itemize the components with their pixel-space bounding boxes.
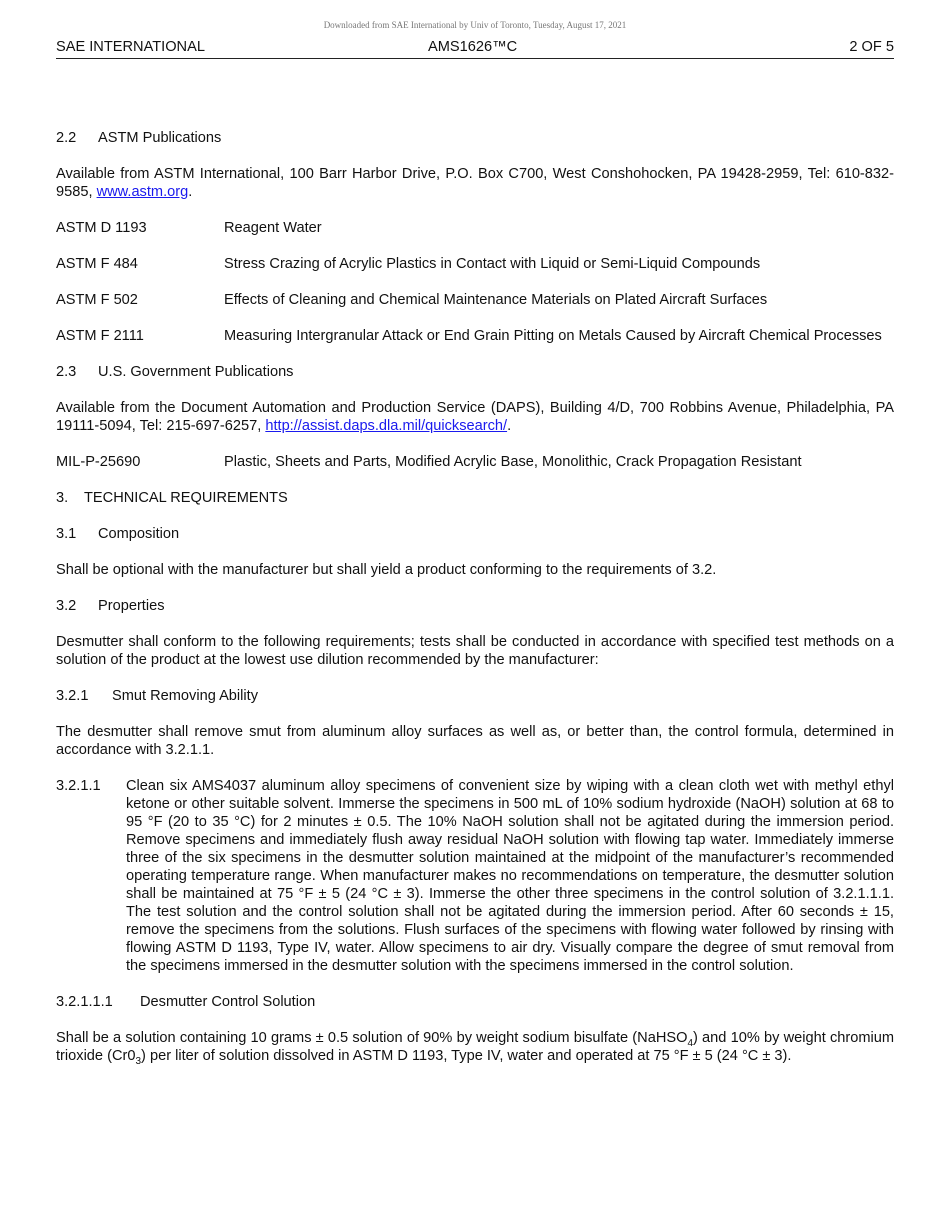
- section-title: Desmutter Control Solution: [140, 994, 316, 1010]
- download-note: Downloaded from SAE International by Univ of Toronto, Tuesday, August 17, 2021: [323, 20, 627, 30]
- header-publisher: SAE INTERNATIONAL: [56, 39, 205, 55]
- section-title: Composition: [98, 526, 180, 542]
- reference-row: [56, 291, 894, 309]
- reference-row: [56, 255, 894, 273]
- section-number: 3.2.1.1.1: [56, 994, 113, 1010]
- document-body: [56, 129, 894, 1083]
- section-title: U.S. Government Publications: [98, 364, 294, 380]
- section-number: 2.3: [56, 364, 77, 380]
- astm-link[interactable]: www.astm.org: [96, 184, 189, 200]
- section-3-2-heading: [56, 597, 894, 615]
- reference-title: Stress Crazing of Acrylic Plastics in Contact with Liquid or Semi-Liquid Compounds: [224, 256, 761, 272]
- page-header: [56, 38, 894, 59]
- section-number: 3.2: [56, 598, 77, 614]
- subscript: 4: [687, 1037, 694, 1049]
- reference-row: [56, 219, 894, 237]
- reference-row: [56, 453, 894, 471]
- section-title: Smut Removing Ability: [112, 688, 258, 704]
- reference-code: ASTM D 1193: [56, 220, 147, 236]
- header-page-number: 2 OF 5: [849, 39, 894, 55]
- section-number: 2.2: [56, 130, 77, 146]
- reference-title: Plastic, Sheets and Parts, Modified Acrylic Base, Monolithic, Crack Propagation Resistant: [224, 454, 802, 470]
- reference-code: ASTM F 502: [56, 292, 138, 308]
- test-procedure-text: Clean six AMS4037 aluminum alloy specimens of convenient size by wiping with a clean cloth wet with methyl ethyl ketone or other suitable solvent. Immerse the specimens in 500 mL of 10% sodium hydroxide (NaOH) solution at 68 to 95 °F (20 to 35 °C) for 2 minutes ± 0.5. The 10% NaOH solution shall not be agitated during the immersion period. Remove specimens and immediately flush away residual NaOH solution with flowing tap water. Immediately immerse three of the six specimens in the desmutter solution maintained at the midpoint of the manufacturer’s recommended operating temperature range. When manufacturer makes no recommendations on temperature, the desmutter solution shall be maintained at 75 °F ± 5 (24 °C ± 3). Immerse the other three specimens in the control solution of 3.2.1.1.1. The test solution and the control solution shall not be agitated during the immersion period. After 60 seconds ± 15, remove the specimens from the solutions. Flush surfaces of the specimens with flowing water followed by rinsing with flowing ASTM D 1193, Type IV, water. Allow specimens to air dry. Visually compare the degree of smut removal from the specimens immersed in the desmutter solution with the specimens immersed in the control solution.: [126, 778, 894, 974]
- section-number: 3.2.1.1: [56, 778, 101, 794]
- reference-title: Effects of Cleaning and Chemical Maintenance Materials on Plated Aircraft Surfaces: [224, 292, 768, 308]
- section-2-2-heading: [56, 129, 894, 147]
- section-title: ASTM Publications: [98, 130, 222, 146]
- reference-title: Measuring Intergranular Attack or End Grain Pitting on Metals Caused by Aircraft Chemical Processes: [224, 328, 882, 344]
- composition-text: Shall be optional with the manufacturer but shall yield a product conforming to the requirements of 3.2.: [56, 562, 717, 578]
- section-number: 3.1: [56, 526, 77, 542]
- reference-code: ASTM F 484: [56, 256, 138, 272]
- assist-link[interactable]: http://assist.daps.dla.mil/quicksearch/: [265, 418, 508, 434]
- section-number: 3.2.1: [56, 688, 89, 704]
- section-title: TECHNICAL REQUIREMENTS: [84, 490, 288, 506]
- astm-availability: [56, 165, 894, 201]
- reference-row: [56, 327, 894, 345]
- section-3-2-1-1: [56, 777, 894, 975]
- availability-end: .: [507, 418, 512, 434]
- section-3-1-heading: [56, 525, 894, 543]
- availability-text: Available from the Document Automation and Production Service (DAPS), Building 4/D, 700 Robbins Avenue, Philadelphia, PA 19111-5094, Tel: 215-697-6257,: [56, 400, 894, 434]
- daps-availability: [56, 399, 894, 435]
- section-3-2-1-1-1-heading: [56, 993, 894, 1011]
- section-2-3-heading: [56, 363, 894, 381]
- control-text-part: ) and 10% by weight chromium trioxide (Cr0: [56, 1030, 895, 1064]
- availability-end: .: [188, 184, 193, 200]
- reference-title: Reagent Water: [224, 220, 322, 236]
- section-title: Properties: [98, 598, 165, 614]
- reference-code: MIL-P-25690: [56, 454, 141, 470]
- control-text-part: Shall be a solution containing 10 grams ± 0.5 solution of 90% by weight sodium bisulfate (NaHSO: [56, 1030, 688, 1046]
- section-3-heading: [56, 489, 894, 507]
- control-solution-text: [56, 1029, 894, 1065]
- control-text-part: ) per liter of solution dissolved in ASTM D 1193, Type IV, water and operated at 75 °F ± 5 (24 °C ± 3).: [141, 1048, 792, 1064]
- subscript: 3: [135, 1055, 142, 1067]
- section-3-2-1-heading: [56, 687, 894, 705]
- smut-removing-text: The desmutter shall remove smut from aluminum alloy surfaces as well as, or better than, the control formula, determined in accordance with 3.2.1.1.: [56, 724, 894, 758]
- reference-code: ASTM F 2111: [56, 328, 144, 344]
- header-doc-number: AMS1626™C: [428, 39, 518, 55]
- properties-text: Desmutter shall conform to the following requirements; tests shall be conducted in accordance with specified test methods on a solution of the product at the lowest use dilution recommended by the manufacturer:: [56, 634, 894, 668]
- availability-text: Available from ASTM International, 100 Barr Harbor Drive, P.O. Box C700, West Conshohocken, PA 19428-2959, Tel: 610-832-9585,: [56, 166, 894, 200]
- section-number: 3.: [56, 490, 69, 506]
